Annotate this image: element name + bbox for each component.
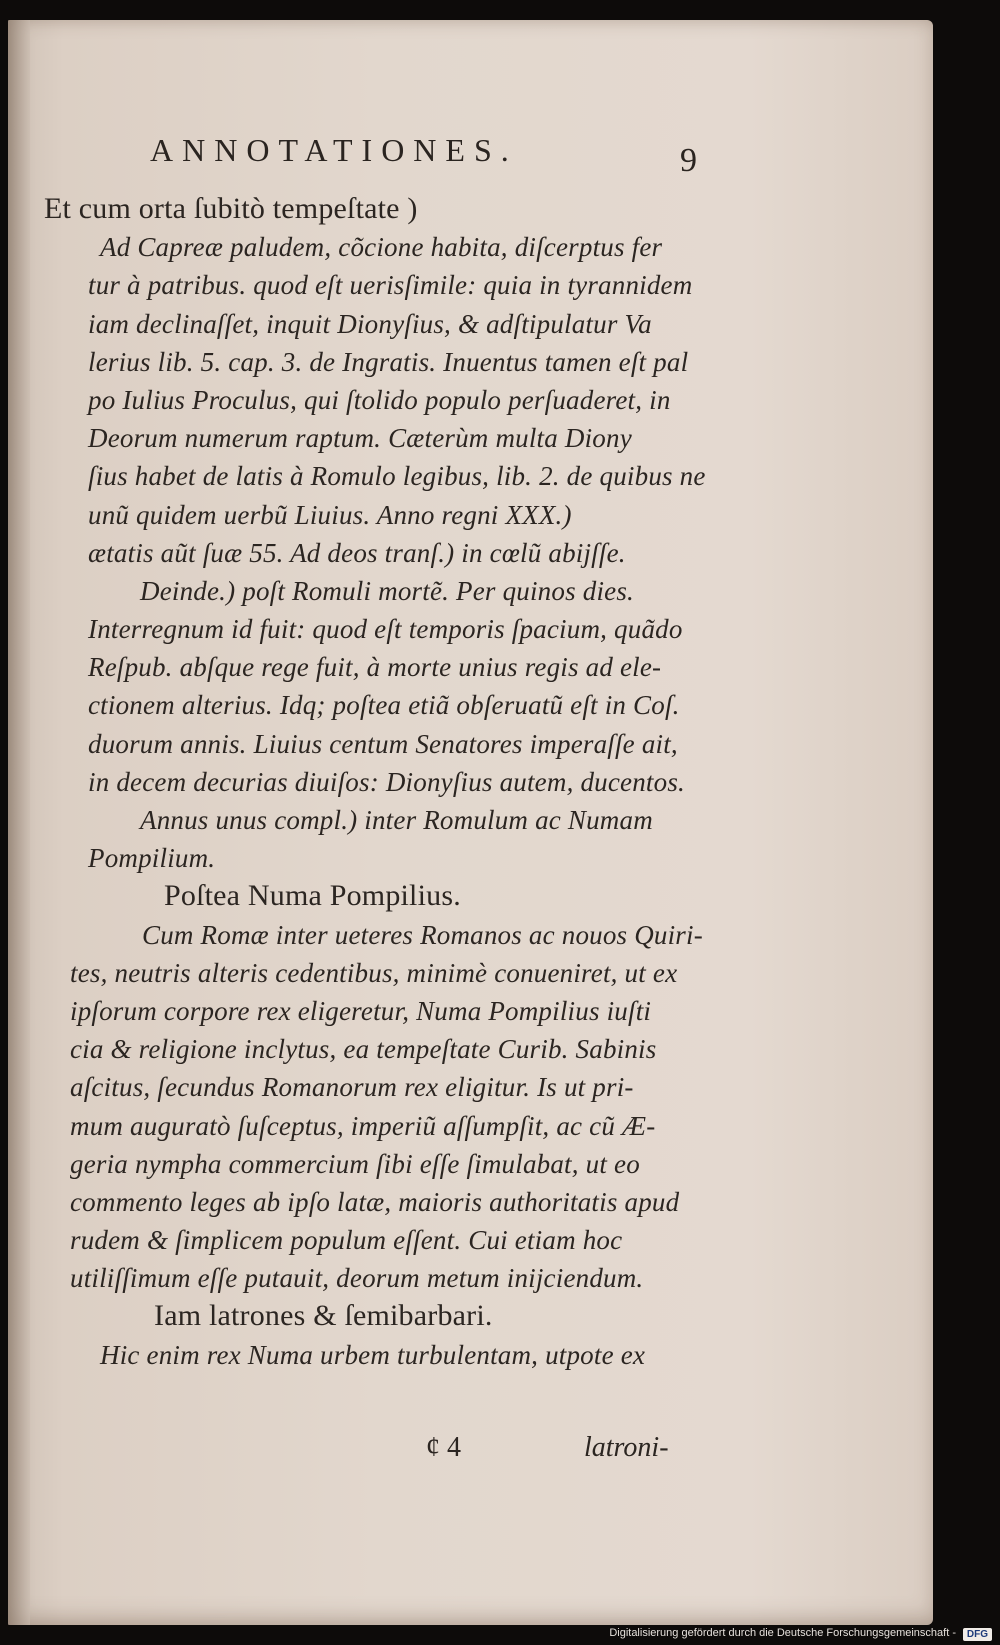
text-line: ipſorum corpore rex eligeretur, Numa Pompilius iuſti bbox=[70, 995, 652, 1026]
text-line: utiliſſimum eſſe putauit, deorum metum inijciendum. bbox=[70, 1263, 644, 1294]
text-line: lerius lib. 5. cap. 3. de Ingratis. Inuentus tamen eſt pal bbox=[88, 346, 689, 377]
text-line: in decem decurias diuiſos: Dionyſius autem, ducentos. bbox=[88, 766, 685, 797]
text-line: Interregnum id fuit: quod eſt temporis ſpacium, quãdo bbox=[88, 614, 683, 645]
text-line: tes, neutris alteris cedentibus, minimè conueniret, ut ex bbox=[70, 957, 678, 988]
text-line: Deorum numerum raptum. Cæterùm multa Diony bbox=[88, 423, 632, 454]
text-line: Cum Romæ inter ueteres Romanos ac nouos Quiri- bbox=[142, 919, 703, 950]
text-line: Poſtea Numa Pompilius. bbox=[164, 879, 461, 913]
text-line: cia & religione inclytus, ea tempeſtate Curib. Sabinis bbox=[70, 1034, 657, 1065]
text-line: Iam latrones & ſemibarbari. bbox=[154, 1299, 493, 1333]
text-line: po Iulius Proculus, qui ſtolido populo perſuaderet, in bbox=[88, 384, 671, 415]
text-line: Reſpub. abſque rege fuit, à morte unius regis ad ele- bbox=[88, 652, 662, 683]
text-line: commento leges ab ipſo latæ, maioris authoritatis apud bbox=[70, 1186, 680, 1217]
text-line: tur à patribus. quod eſt uerisſimile: quia in tyrannidem bbox=[88, 270, 693, 301]
text-line: geria nympha commercium ſibi eſſe ſimulabat, ut eo bbox=[70, 1148, 640, 1179]
text-line: Hic enim rex Numa urbem turbulentam, utpote ex bbox=[100, 1339, 646, 1370]
dfg-logo: DFG bbox=[963, 1628, 992, 1641]
digitization-credit: Digitalisierung gefördert durch die Deutsche Forschungsgemeinschaft - bbox=[609, 1627, 956, 1639]
text-line: iam declinaſſet, inquit Dionyſius, & adſtipulatur Va bbox=[88, 308, 652, 339]
text-line: Annus unus compl.) inter Romulum ac Numam bbox=[140, 805, 653, 835]
text-line: Ad Capreæ paludem, cõcione habita, diſcerptus fer bbox=[100, 232, 663, 263]
text-line: mum auguratò ſuſceptus, imperiũ aſſumpſit, ac cũ Æ- bbox=[70, 1110, 656, 1141]
page-gutter bbox=[8, 20, 30, 1625]
text-line: aſcitus, ſecundus Romanorum rex eligitur. Is ut pri- bbox=[70, 1072, 634, 1103]
text-line: unũ quidem uerbũ Liuius. Anno regni XXX.) bbox=[88, 499, 572, 530]
running-head: ANNOTATIONES. bbox=[150, 132, 518, 168]
book-page bbox=[8, 20, 933, 1625]
text-line: Pompilium. bbox=[88, 843, 216, 874]
text-block bbox=[44, 190, 704, 1374]
text-line: ætatis aũt ſuæ 55. Ad deos tranſ.) in cœlũ abijſſe. bbox=[88, 537, 626, 568]
text-line: ctionem alterius. Idq; poſtea etiã obſeruatũ eſt in Coſ. bbox=[88, 690, 680, 721]
text-line: Et cum orta ſubitò tempeſtate ) bbox=[44, 192, 418, 225]
catchword: latroni- bbox=[584, 1432, 669, 1463]
text-line: ſius habet de latis à Romulo legibus, lib. 2. de quibus ne bbox=[88, 461, 706, 492]
text-line: Deinde.) poſt Romuli mortẽ. Per quinos dies. bbox=[140, 575, 634, 606]
signature-mark: ¢ 4 bbox=[426, 1432, 461, 1463]
text-line: rudem & ſimplicem populum eſſent. Cui etiam hoc bbox=[70, 1225, 623, 1256]
folio-number: 9 bbox=[680, 142, 697, 179]
text-line: duorum annis. Liuius centum Senatores imperaſſe ait, bbox=[88, 728, 678, 759]
